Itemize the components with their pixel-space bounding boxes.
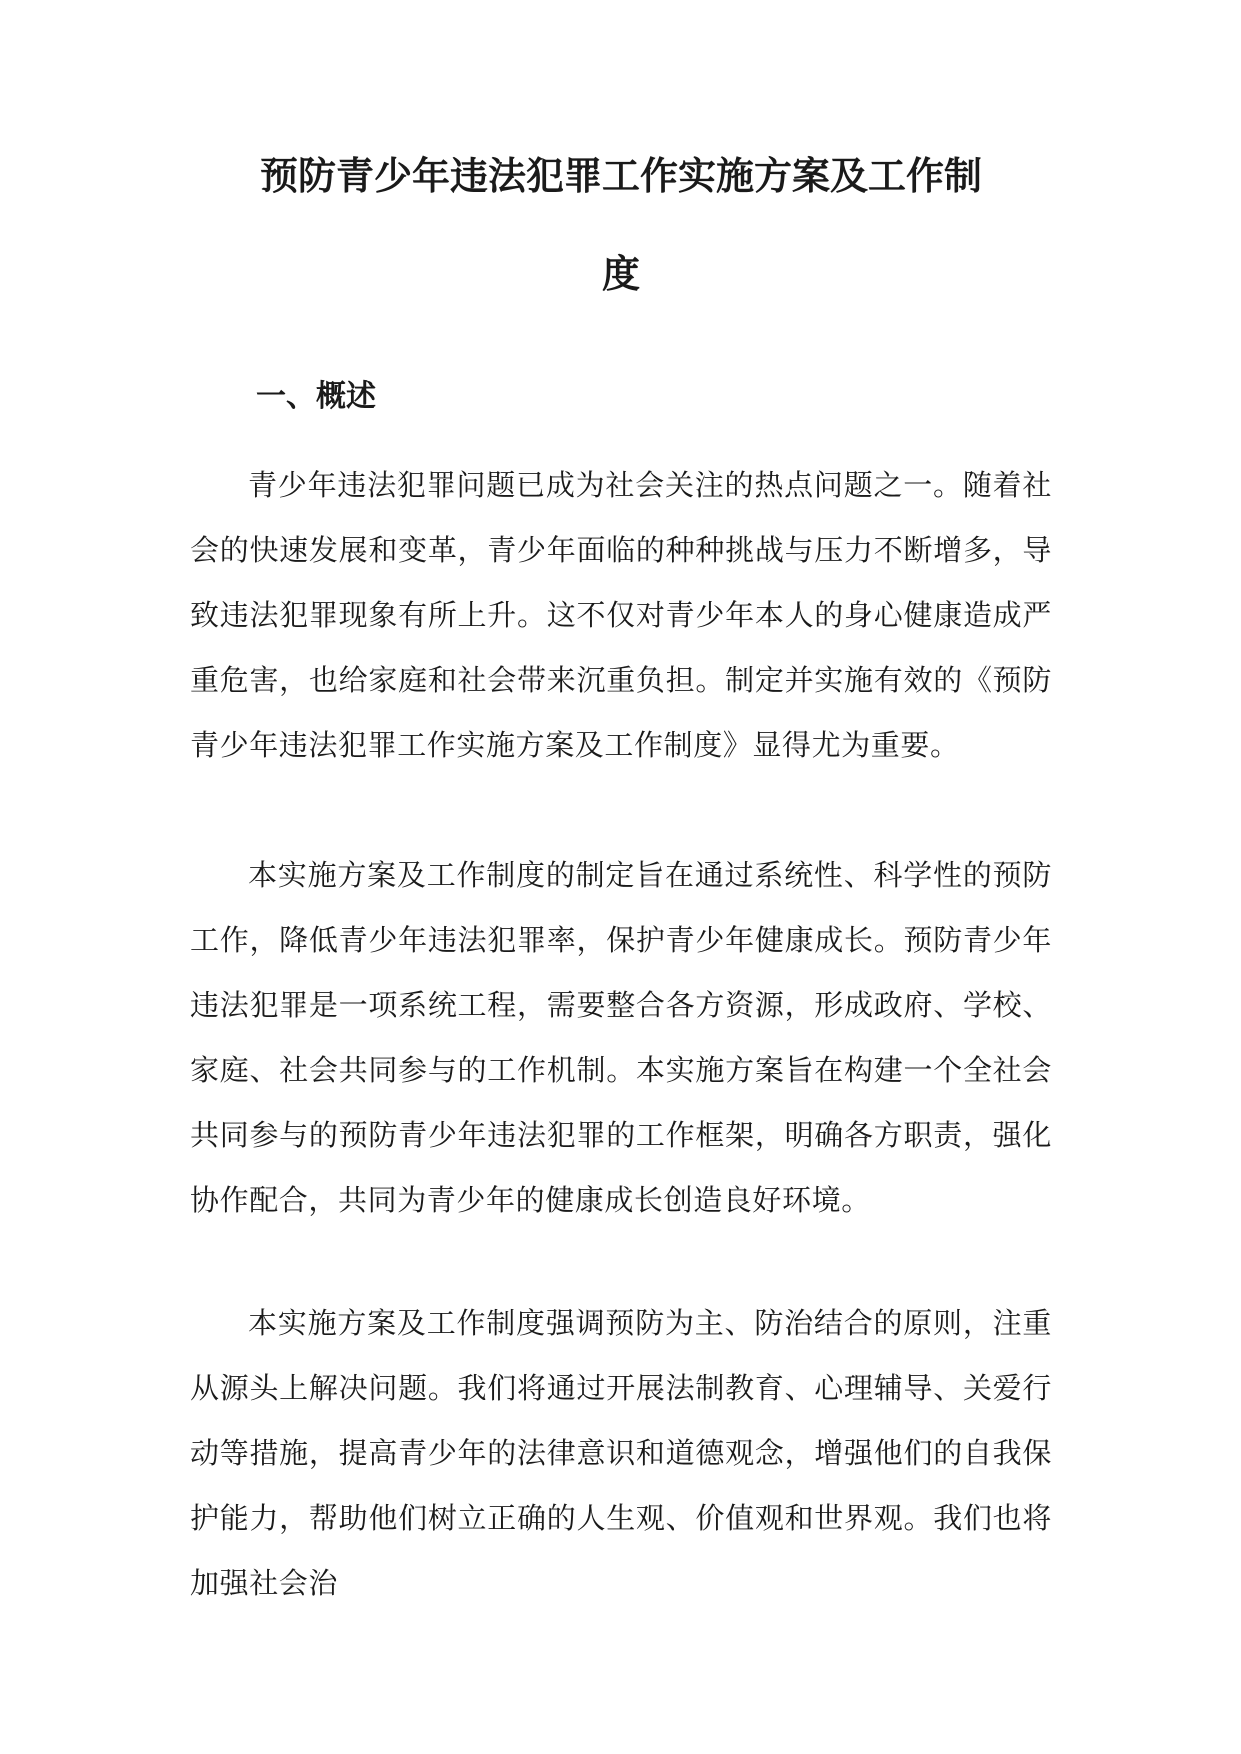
body-paragraph-1: 青少年违法犯罪问题已成为社会关注的热点问题之一。随着社会的快速发展和变革，青少年面临的种种挑战与压力不断增多，导致违法犯罪现象有所上升。这不仅对青少年本人的身心健康造成严重危害，也给家庭和社会带来沉重负担。制定并实施有效的《预防青少年违法犯罪工作实施方案及工作制度》显得尤为重要。 (190, 468, 1052, 762)
body-paragraph-3: 本实施方案及工作制度强调预防为主、防治结合的原则，注重从源头上解决问题。我们将通过开展法制教育、心理辅导、关爱行动等措施，提高青少年的法律意识和道德观念，增强他们的自我保护能力，帮助他们树立正确的人生观、价值观和世界观。我们也将加强社会治 (190, 1306, 1052, 1600)
section-heading-overview: 一、概述 (256, 379, 376, 414)
document-title-line-2: 度 (601, 251, 640, 296)
document-title-line-1: 预防青少年违法犯罪工作实施方案及工作制 (259, 153, 982, 198)
body-paragraph-2: 本实施方案及工作制度的制定旨在通过系统性、科学性的预防工作，降低青少年违法犯罪率，保护青少年健康成长。预防青少年违法犯罪是一项系统工程，需要整合各方资源，形成政府、学校、家庭、社会共同参与的工作机制。本实施方案旨在构建一个全社会共同参与的预防青少年违法犯罪的工作框架，明确各方职责，强化协作配合，共同为青少年的健康成长创造良好环境。 (190, 858, 1052, 1217)
